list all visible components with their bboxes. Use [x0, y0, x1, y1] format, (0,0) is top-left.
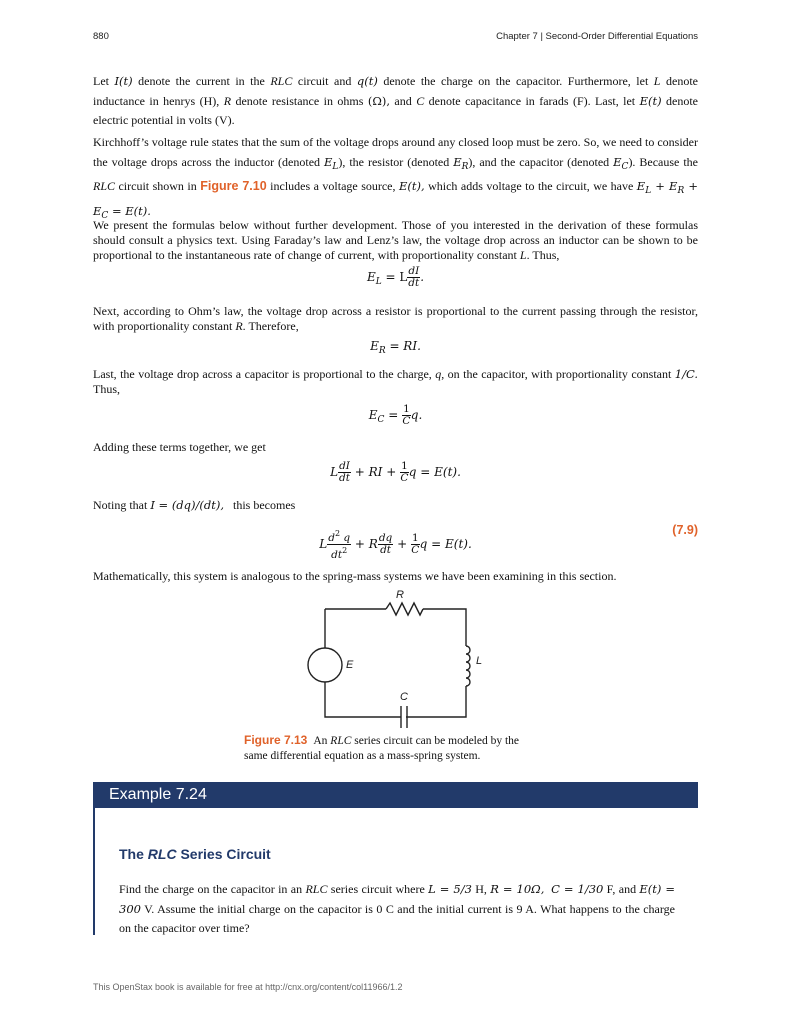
page-header [93, 31, 698, 45]
equation-sum: L $\frac{dI}{dt}$ + RI + $\frac{1}{C}$ q = E(t). [330, 460, 461, 484]
kirchhoff-sum-inline: $E_L + E_R + E_C = E(t)$. [93, 179, 698, 221]
example-header: Example 7.24 [93, 782, 698, 808]
rlc-circuit-diagram [290, 585, 500, 730]
paragraph-analogous: Mathematically, this system is analogous to the spring-mass systems we have been examining in this section. [93, 569, 617, 583]
equation-7-9: L $\frac{d^2 q}{dt^2}$ + R $\frac{dq}{dt}$ + $\frac{1}{C}$ q = E(t). [319, 529, 472, 561]
example-problem: Find the charge on the capacitor in an RLC series circuit where L = 5/3 H, R = 10Ω, C = 1/30 F, and E(t) = 300 V. Assume the initial charge on the capacitor is 0 C and the initial current is 9 A. What happens to the charge on the capacitor over time? [119, 882, 676, 935]
figure-7-10-link[interactable]: Figure 7.10 [200, 179, 267, 193]
paragraph-ohm: Next, according to Ohm’s law, the voltage drop across a resistor is proportional to the current passing through the resistor, with proportionality constant R. Therefore, [93, 304, 698, 333]
resistor-icon [386, 603, 423, 615]
inductor-icon [466, 646, 470, 686]
figure-label: Figure 7.13 [244, 733, 308, 747]
example-body [93, 808, 698, 935]
paragraph-capacitor: Last, the voltage drop across a capacitor is proportional to the charge, q, on the capacitor, with proportionality constant 1/C. Thus, [93, 367, 698, 396]
equation-inductor: $E_L = L$ $\frac{dI}{dt}$ . [366, 265, 425, 289]
figure-caption: Figure 7.13 An RLC series circuit can be modeled by the same differential equation as a mass-spring system. [244, 733, 520, 762]
paragraph-faraday: We present the formulas below without further development. Those of you interested in the derivation of these formulas should consult a physics text. Using Faraday’s law and Lenz’s law, the voltage drop across an inductor can be shown to be proportional to the instantaneous rate of change of current, with proportionality constant L. Thus, [93, 218, 698, 262]
page-footer: This OpenStax book is available for free at http://cnx.org/content/col11966/1.2 [93, 982, 403, 992]
paragraph-kirchhoff: Kirchhoff’s voltage rule states that the sum of the voltage drops around any closed loop must be zero. So, we need to consider the voltage drops across the inductor (denoted $E_L$), the resistor (denoted $E_R$), and the capacitor (denoted $E_C$). Because the RLC circuit shown in Figure 7.10 includes a voltage source, E(t), which adds voltage to the circuit, we have $E_L + E_R + E_C = E(t)$. [93, 135, 698, 221]
paragraph-definitions: Let I(t) denote the current in the RLC circuit and q(t) denote the charge on the capacitor. Furthermore, let L denote inductance in henrys (H), R denote resistance in ohms (Ω), and C denote capacitance in farads (F). Last, let E(t) denote electric potential in volts (V). [93, 74, 698, 127]
label-L: L [476, 655, 483, 667]
chapter-title: Chapter 7 | Second-Order Differential Equations [496, 31, 698, 42]
equation-capacitor: $E_C$ = $\frac{1}{C}$ q. [368, 403, 423, 427]
page-number: 880 [93, 31, 109, 42]
voltage-source-icon [308, 648, 342, 682]
equation-number: (7.9) [672, 523, 698, 537]
paragraph-noting: Noting that I = (dq)/(dt), this becomes [93, 498, 296, 512]
equation-resistor: $E_R$ = RI. [370, 339, 421, 356]
label-C: C [400, 691, 408, 703]
example-box [93, 782, 698, 935]
example-title: The RLC Series Circuit [119, 846, 271, 862]
label-R: R [396, 589, 404, 601]
label-E: E [346, 659, 354, 671]
paragraph-adding: Adding these terms together, we get [93, 440, 266, 454]
